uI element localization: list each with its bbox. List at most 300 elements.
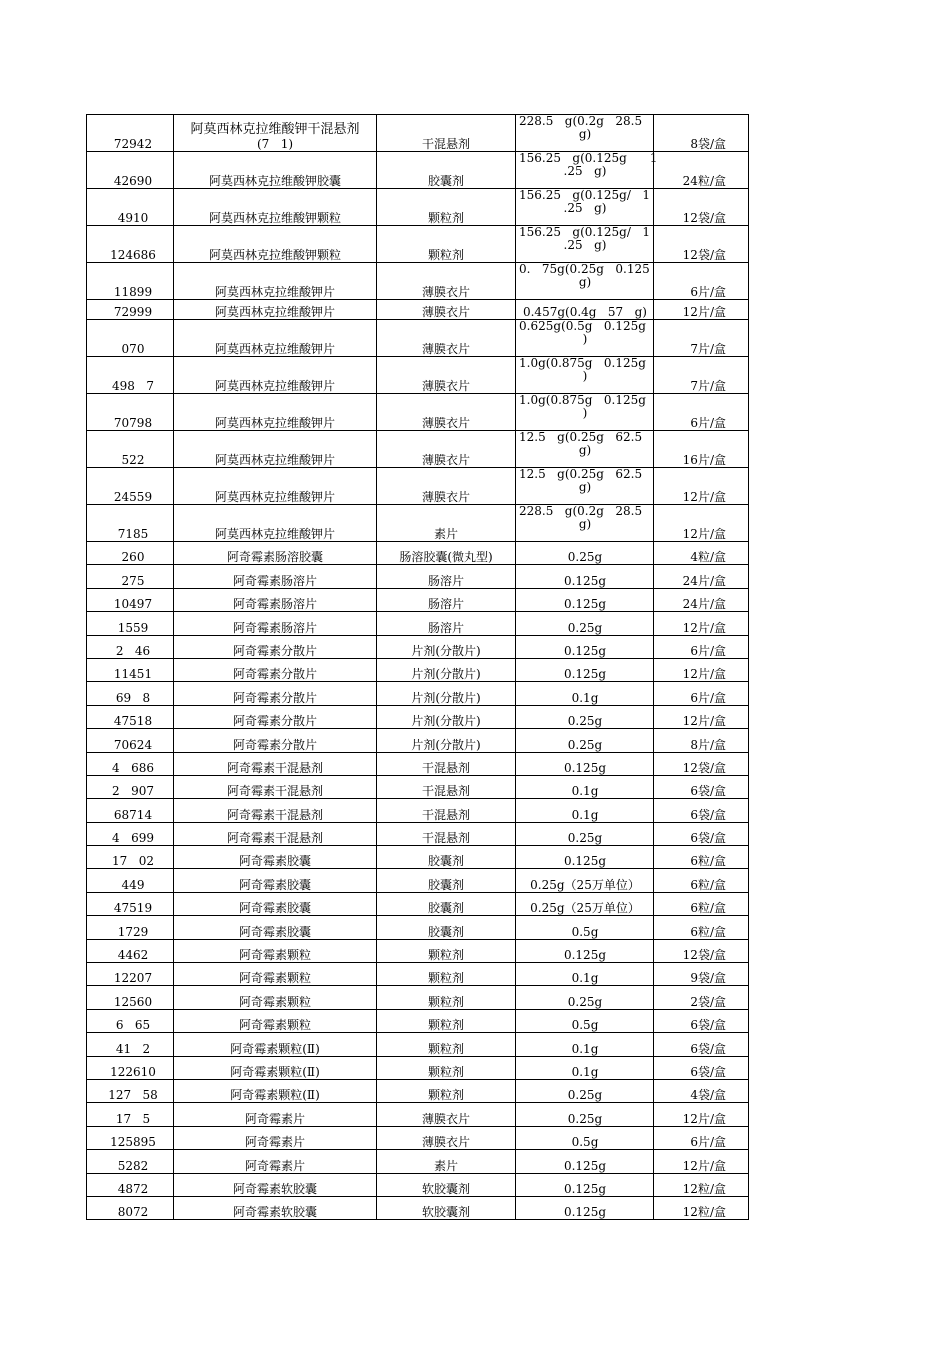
table-row bbox=[87, 394, 749, 431]
strength-cell bbox=[516, 115, 654, 152]
strength-cell bbox=[516, 635, 654, 658]
dosage-form-cell: 软胶囊剂 bbox=[377, 1196, 516, 1219]
table-row bbox=[87, 682, 749, 705]
drug-name-line: 阿奇霉素肠溶片 bbox=[232, 620, 317, 635]
table-body bbox=[87, 115, 749, 1220]
drug-name-line: 阿奇霉素颗粒 bbox=[238, 1018, 311, 1033]
package-cell: 12片/盒 bbox=[654, 300, 749, 320]
dosage-form-cell: 胶囊剂 bbox=[377, 152, 516, 189]
drug-name-line: 阿奇霉素片 bbox=[244, 1135, 305, 1150]
code-cell: 5282 bbox=[87, 1150, 174, 1173]
table-row bbox=[87, 505, 749, 542]
drug-name-cell bbox=[174, 846, 377, 869]
package-cell: 12粒/盒 bbox=[654, 1173, 749, 1196]
dosage-form-cell: 薄膜衣片 bbox=[377, 1103, 516, 1126]
code-cell: 7185 bbox=[87, 505, 174, 542]
drug-name-line: 阿奇霉素干混悬剂 bbox=[226, 807, 323, 822]
dosage-form-cell: 片剂(分散片) bbox=[377, 729, 516, 752]
drug-name-line: (7 1) bbox=[256, 137, 294, 151]
strength-cell bbox=[516, 300, 654, 320]
drug-name-cell bbox=[174, 300, 377, 320]
strength-line: 0.457g(0.4g 57 g) bbox=[522, 305, 647, 319]
drug-name-cell bbox=[174, 986, 377, 1009]
drug-name-cell bbox=[174, 612, 377, 635]
code-cell: 12207 bbox=[87, 963, 174, 986]
strength-line: 0.125g bbox=[563, 948, 607, 963]
table-row bbox=[87, 1173, 749, 1196]
code-cell: 498 7 bbox=[87, 357, 174, 394]
code-cell: 127 58 bbox=[87, 1079, 174, 1102]
package-cell: 4袋/盒 bbox=[654, 1079, 749, 1102]
package-cell: 4粒/盒 bbox=[654, 542, 749, 565]
strength-line: 0.125g bbox=[563, 643, 607, 658]
dosage-form-cell: 胶囊剂 bbox=[377, 892, 516, 915]
dosage-form-cell: 干混悬剂 bbox=[377, 775, 516, 798]
strength-line: 156.25 g(0.125g/ 1 bbox=[519, 225, 650, 239]
package-cell: 8袋/盒 bbox=[654, 115, 749, 152]
table-row bbox=[87, 939, 749, 962]
strength-line: 0.125g bbox=[563, 760, 607, 775]
dosage-form-cell: 颗粒剂 bbox=[377, 986, 516, 1009]
dosage-form-cell: 颗粒剂 bbox=[377, 1079, 516, 1102]
package-cell: 6袋/盒 bbox=[654, 1033, 749, 1056]
code-cell: 449 bbox=[87, 869, 174, 892]
package-cell: 12片/盒 bbox=[654, 658, 749, 681]
table-row bbox=[87, 588, 749, 611]
code-cell: 124686 bbox=[87, 226, 174, 263]
strength-cell bbox=[516, 431, 654, 468]
strength-line: 12.5 g(0.25g 62.5 bbox=[519, 430, 643, 444]
drug-name-cell bbox=[174, 226, 377, 263]
strength-line: 0.125g bbox=[563, 667, 607, 682]
strength-cell bbox=[516, 846, 654, 869]
drug-name-cell bbox=[174, 752, 377, 775]
drug-name-cell bbox=[174, 916, 377, 939]
table-row bbox=[87, 357, 749, 394]
drug-name-line: 阿莫西林克拉维酸钾片 bbox=[214, 416, 335, 430]
strength-line: 0.125g bbox=[563, 597, 607, 612]
drug-name-cell bbox=[174, 939, 377, 962]
package-cell: 24粒/盒 bbox=[654, 152, 749, 189]
table-row bbox=[87, 1056, 749, 1079]
drug-name-line: 阿莫西林克拉维酸钾片 bbox=[214, 490, 335, 504]
drug-name-line: 阿奇霉素颗粒 bbox=[238, 948, 311, 963]
table-row bbox=[87, 799, 749, 822]
strength-cell bbox=[516, 939, 654, 962]
code-cell: 42690 bbox=[87, 152, 174, 189]
dosage-form-cell: 薄膜衣片 bbox=[377, 431, 516, 468]
code-cell: 11899 bbox=[87, 263, 174, 300]
strength-line: 0.1g bbox=[571, 1064, 599, 1079]
drug-name-cell bbox=[174, 1033, 377, 1056]
strength-cell bbox=[516, 612, 654, 635]
drug-name-line: 阿奇霉素颗粒 bbox=[238, 971, 311, 986]
dosage-form-cell: 薄膜衣片 bbox=[377, 300, 516, 320]
strength-cell bbox=[516, 705, 654, 728]
drug-name-line: 阿奇霉素胶囊 bbox=[238, 901, 311, 916]
drug-name-line: 阿莫西林克拉维酸钾颗粒 bbox=[208, 248, 341, 262]
code-cell: 4872 bbox=[87, 1173, 174, 1196]
drug-name-cell bbox=[174, 263, 377, 300]
table-row bbox=[87, 822, 749, 845]
strength-cell bbox=[516, 320, 654, 357]
strength-cell bbox=[516, 151, 658, 189]
table-row bbox=[87, 986, 749, 1009]
drug-name-cell bbox=[174, 658, 377, 681]
code-cell: 1559 bbox=[87, 612, 174, 635]
drug-name-cell bbox=[174, 1196, 377, 1219]
table-row bbox=[87, 846, 749, 869]
strength-line: 0.25g bbox=[567, 831, 603, 846]
strength-cell bbox=[516, 986, 654, 1009]
package-cell: 12片/盒 bbox=[654, 1150, 749, 1173]
strength-line: 0.125g bbox=[563, 1205, 607, 1220]
strength-line: 0.1g bbox=[571, 971, 599, 986]
strength-line: g) bbox=[578, 517, 592, 531]
strength-line: 228.5 g(0.2g 28.5 bbox=[519, 114, 643, 128]
package-cell: 8片/盒 bbox=[654, 729, 749, 752]
drug-name-cell bbox=[174, 152, 377, 189]
strength-cell bbox=[516, 1079, 654, 1102]
drug-name-line: 阿莫西林克拉维酸钾片 bbox=[214, 285, 335, 299]
drug-name-cell bbox=[174, 431, 377, 468]
strength-line: g) bbox=[578, 275, 592, 289]
code-cell: 522 bbox=[87, 431, 174, 468]
table-row bbox=[87, 226, 749, 263]
drug-name-cell bbox=[174, 1103, 377, 1126]
code-cell: 17 02 bbox=[87, 846, 174, 869]
drug-name-line: 阿奇霉素干混悬剂 bbox=[226, 831, 323, 846]
drug-name-line: 阿莫西林克拉维酸钾片 bbox=[214, 527, 335, 541]
package-cell: 6片/盒 bbox=[654, 682, 749, 705]
table-row bbox=[87, 705, 749, 728]
table-row bbox=[87, 115, 749, 152]
package-cell: 12片/盒 bbox=[654, 468, 749, 505]
dosage-form-cell: 颗粒剂 bbox=[377, 226, 516, 263]
dosage-form-cell: 干混悬剂 bbox=[377, 799, 516, 822]
strength-cell bbox=[516, 1173, 654, 1196]
drug-name-cell bbox=[174, 775, 377, 798]
code-cell: 1729 bbox=[87, 916, 174, 939]
code-cell: 41 2 bbox=[87, 1033, 174, 1056]
strength-line: 0.125g bbox=[563, 1158, 607, 1173]
dosage-form-cell: 薄膜衣片 bbox=[377, 357, 516, 394]
strength-line: 156.25 g(0.125g 1 bbox=[519, 151, 658, 165]
strength-line: ) bbox=[582, 406, 588, 420]
code-cell: 4 699 bbox=[87, 822, 174, 845]
strength-line: .25 g) bbox=[563, 201, 607, 215]
strength-line: 0.5g bbox=[571, 1135, 599, 1150]
strength-line: ) bbox=[582, 332, 588, 346]
drug-name-cell bbox=[174, 1056, 377, 1079]
table-row bbox=[87, 1009, 749, 1032]
code-cell: 17 5 bbox=[87, 1103, 174, 1126]
package-cell: 12粒/盒 bbox=[654, 1196, 749, 1219]
dosage-form-cell: 软胶囊剂 bbox=[377, 1173, 516, 1196]
strength-line: 0.5g bbox=[571, 1018, 599, 1033]
drug-name-line: 阿奇霉素分散片 bbox=[232, 667, 317, 682]
table-row bbox=[87, 565, 749, 588]
drug-name-cell bbox=[174, 1150, 377, 1173]
strength-cell bbox=[516, 542, 654, 565]
package-cell: 6粒/盒 bbox=[654, 869, 749, 892]
code-cell: 68714 bbox=[87, 799, 174, 822]
table-row bbox=[87, 263, 749, 300]
strength-line: g) bbox=[578, 443, 592, 457]
dosage-form-cell: 颗粒剂 bbox=[377, 1056, 516, 1079]
drug-name-cell bbox=[174, 963, 377, 986]
drug-name-line: 阿奇霉素肠溶胶囊 bbox=[226, 550, 323, 565]
drug-name-line: 阿莫西林克拉维酸钾胶囊 bbox=[208, 174, 341, 188]
drug-name-cell bbox=[174, 588, 377, 611]
strength-line: 0.125g bbox=[563, 1181, 607, 1196]
drug-name-cell bbox=[174, 1009, 377, 1032]
dosage-form-cell: 薄膜衣片 bbox=[377, 320, 516, 357]
drug-name-cell bbox=[174, 542, 377, 565]
dosage-form-cell: 干混悬剂 bbox=[377, 822, 516, 845]
strength-cell bbox=[516, 468, 654, 505]
drug-name-line: 阿奇霉素胶囊 bbox=[238, 877, 311, 892]
dosage-form-cell: 颗粒剂 bbox=[377, 963, 516, 986]
package-cell: 12袋/盒 bbox=[654, 226, 749, 263]
package-cell: 6片/盒 bbox=[654, 1126, 749, 1149]
drug-name-cell bbox=[174, 1079, 377, 1102]
drug-spec-table bbox=[86, 114, 749, 1220]
dosage-form-cell: 胶囊剂 bbox=[377, 916, 516, 939]
dosage-form-cell: 片剂(分散片) bbox=[377, 635, 516, 658]
package-cell: 16片/盒 bbox=[654, 431, 749, 468]
strength-cell bbox=[516, 822, 654, 845]
table-row bbox=[87, 612, 749, 635]
drug-name-cell bbox=[174, 189, 377, 226]
strength-cell bbox=[516, 394, 654, 431]
dosage-form-cell: 素片 bbox=[377, 1150, 516, 1173]
strength-cell bbox=[516, 588, 654, 611]
table-row bbox=[87, 635, 749, 658]
drug-name-line: 阿莫西林克拉维酸钾片 bbox=[214, 379, 335, 393]
drug-name-line: 阿奇霉素干混悬剂 bbox=[226, 760, 323, 775]
drug-name-cell bbox=[174, 892, 377, 915]
table-row bbox=[87, 1150, 749, 1173]
package-cell: 12袋/盒 bbox=[654, 752, 749, 775]
strength-line: 0.25g bbox=[567, 714, 603, 729]
strength-line: 0.1g bbox=[571, 1041, 599, 1056]
strength-cell bbox=[516, 1056, 654, 1079]
package-cell: 7片/盒 bbox=[654, 320, 749, 357]
drug-name-cell bbox=[174, 468, 377, 505]
strength-cell bbox=[516, 1196, 654, 1219]
drug-name-cell bbox=[174, 565, 377, 588]
package-cell: 6袋/盒 bbox=[654, 775, 749, 798]
code-cell: 69 8 bbox=[87, 682, 174, 705]
strength-cell bbox=[516, 752, 654, 775]
drug-name-cell bbox=[174, 822, 377, 845]
strength-cell bbox=[516, 869, 654, 892]
package-cell: 6片/盒 bbox=[654, 394, 749, 431]
table-row bbox=[87, 892, 749, 915]
strength-line: 0.25g bbox=[567, 994, 603, 1009]
dosage-form-cell: 片剂(分散片) bbox=[377, 705, 516, 728]
dosage-form-cell: 干混悬剂 bbox=[377, 115, 516, 152]
strength-line: 0.25g bbox=[567, 737, 603, 752]
strength-line: 1.0g(0.875g 0.125g bbox=[519, 356, 646, 370]
package-cell: 12片/盒 bbox=[654, 612, 749, 635]
dosage-form-cell: 颗粒剂 bbox=[377, 189, 516, 226]
package-cell: 12片/盒 bbox=[654, 705, 749, 728]
code-cell: 260 bbox=[87, 542, 174, 565]
table-row bbox=[87, 916, 749, 939]
drug-name-line: 阿奇霉素肠溶片 bbox=[232, 573, 317, 588]
drug-name-cell bbox=[174, 1126, 377, 1149]
package-cell: 7片/盒 bbox=[654, 357, 749, 394]
drug-name-line: 阿莫西林克拉维酸钾片 bbox=[214, 342, 335, 356]
dosage-form-cell: 薄膜衣片 bbox=[377, 468, 516, 505]
strength-line: .25 g) bbox=[563, 164, 607, 178]
code-cell: 6 65 bbox=[87, 1009, 174, 1032]
drug-name-line: 阿莫西林克拉维酸钾颗粒 bbox=[208, 211, 341, 225]
strength-cell bbox=[516, 1150, 654, 1173]
package-cell: 6粒/盒 bbox=[654, 916, 749, 939]
dosage-form-cell: 胶囊剂 bbox=[377, 869, 516, 892]
strength-cell bbox=[516, 189, 654, 226]
code-cell: 70624 bbox=[87, 729, 174, 752]
code-cell: 12560 bbox=[87, 986, 174, 1009]
drug-name-cell bbox=[174, 799, 377, 822]
dosage-form-cell: 肠溶片 bbox=[377, 588, 516, 611]
table-row bbox=[87, 729, 749, 752]
strength-cell bbox=[516, 682, 654, 705]
drug-name-line: 阿奇霉素胶囊 bbox=[238, 854, 311, 869]
strength-line: 228.5 g(0.2g 28.5 bbox=[519, 504, 643, 518]
drug-name-line: 阿莫西林克拉维酸钾片 bbox=[214, 305, 335, 319]
dosage-form-cell: 胶囊剂 bbox=[377, 846, 516, 869]
table-row bbox=[87, 300, 749, 320]
drug-name-cell bbox=[174, 729, 377, 752]
code-cell: 47519 bbox=[87, 892, 174, 915]
strength-cell bbox=[516, 226, 654, 263]
strength-line: 0.25g bbox=[567, 1111, 603, 1126]
drug-name-line: 阿奇霉素软胶囊 bbox=[232, 1181, 317, 1196]
dosage-form-cell: 肠溶片 bbox=[377, 612, 516, 635]
dosage-form-cell: 干混悬剂 bbox=[377, 752, 516, 775]
drug-name-cell bbox=[174, 115, 377, 152]
strength-line: 156.25 g(0.125g/ 1 bbox=[519, 188, 650, 202]
drug-name-line: 阿奇霉素分散片 bbox=[232, 714, 317, 729]
table-row bbox=[87, 468, 749, 505]
drug-name-line: 阿奇霉素胶囊 bbox=[238, 924, 311, 939]
strength-cell bbox=[516, 263, 654, 300]
dosage-form-cell: 薄膜衣片 bbox=[377, 394, 516, 431]
drug-name-line: 阿奇霉素分散片 bbox=[232, 643, 317, 658]
code-cell: 4910 bbox=[87, 189, 174, 226]
drug-name-line: 阿奇霉素颗粒(Ⅱ) bbox=[230, 1064, 320, 1079]
strength-cell bbox=[516, 775, 654, 798]
drug-name-cell bbox=[174, 705, 377, 728]
strength-cell bbox=[516, 1103, 654, 1126]
strength-line: ) bbox=[582, 369, 588, 383]
table-row bbox=[87, 869, 749, 892]
strength-cell bbox=[516, 729, 654, 752]
package-cell: 12片/盒 bbox=[654, 1103, 749, 1126]
table-row bbox=[87, 189, 749, 226]
drug-name-cell bbox=[174, 394, 377, 431]
table-row bbox=[87, 320, 749, 357]
package-cell: 24片/盒 bbox=[654, 565, 749, 588]
table-row bbox=[87, 658, 749, 681]
package-cell: 6袋/盒 bbox=[654, 1009, 749, 1032]
code-cell: 8072 bbox=[87, 1196, 174, 1219]
package-cell: 6粒/盒 bbox=[654, 892, 749, 915]
package-cell: 6袋/盒 bbox=[654, 799, 749, 822]
drug-name-line: 阿奇霉素肠溶片 bbox=[232, 597, 317, 612]
package-cell: 6粒/盒 bbox=[654, 846, 749, 869]
strength-cell bbox=[516, 1126, 654, 1149]
code-cell: 10497 bbox=[87, 588, 174, 611]
strength-line: g) bbox=[578, 127, 592, 141]
strength-line: 0.25g（25万单位） bbox=[530, 877, 640, 892]
drug-name-cell bbox=[174, 1173, 377, 1196]
strength-line: 0.5g bbox=[571, 924, 599, 939]
dosage-form-cell: 肠溶片 bbox=[377, 565, 516, 588]
strength-line: 0.25g bbox=[567, 1088, 603, 1103]
strength-cell bbox=[516, 963, 654, 986]
dosage-form-cell: 颗粒剂 bbox=[377, 939, 516, 962]
code-cell: 72999 bbox=[87, 300, 174, 320]
package-cell: 6袋/盒 bbox=[654, 1056, 749, 1079]
strength-line: 12.5 g(0.25g 62.5 bbox=[519, 467, 643, 481]
drug-name-line: 阿奇霉素干混悬剂 bbox=[226, 784, 323, 799]
strength-line: 0.25g bbox=[567, 550, 603, 565]
table-row bbox=[87, 1103, 749, 1126]
strength-line: 0.25g bbox=[567, 620, 603, 635]
strength-cell bbox=[516, 892, 654, 915]
dosage-form-cell: 片剂(分散片) bbox=[377, 658, 516, 681]
package-cell: 6袋/盒 bbox=[654, 822, 749, 845]
strength-line: 0.1g bbox=[571, 784, 599, 799]
strength-line: 0.125g bbox=[563, 854, 607, 869]
table-row bbox=[87, 775, 749, 798]
dosage-form-cell: 肠溶胶囊(微丸型) bbox=[377, 542, 516, 565]
strength-cell bbox=[516, 505, 654, 542]
drug-name-cell bbox=[174, 635, 377, 658]
table-row bbox=[87, 1079, 749, 1102]
drug-name-line: 阿奇霉素软胶囊 bbox=[232, 1205, 317, 1220]
strength-cell bbox=[516, 1033, 654, 1056]
dosage-form-cell: 素片 bbox=[377, 505, 516, 542]
drug-name-line: 阿奇霉素片 bbox=[244, 1111, 305, 1126]
strength-line: .25 g) bbox=[563, 238, 607, 252]
strength-line: 0.25g（25万单位） bbox=[530, 901, 640, 916]
drug-name-line: 阿奇霉素颗粒(Ⅱ) bbox=[230, 1088, 320, 1103]
package-cell: 12袋/盒 bbox=[654, 939, 749, 962]
dosage-form-cell: 薄膜衣片 bbox=[377, 1126, 516, 1149]
drug-name-line: 阿奇霉素片 bbox=[244, 1158, 305, 1173]
strength-cell bbox=[516, 799, 654, 822]
drug-name-cell bbox=[174, 320, 377, 357]
drug-name-line: 阿奇霉素分散片 bbox=[232, 737, 317, 752]
code-cell: 4462 bbox=[87, 939, 174, 962]
package-cell: 2袋/盒 bbox=[654, 986, 749, 1009]
table-row bbox=[87, 542, 749, 565]
package-cell: 12袋/盒 bbox=[654, 189, 749, 226]
package-cell: 6片/盒 bbox=[654, 263, 749, 300]
code-cell: 4 686 bbox=[87, 752, 174, 775]
code-cell: 2 907 bbox=[87, 775, 174, 798]
table-row bbox=[87, 1126, 749, 1149]
table-row bbox=[87, 752, 749, 775]
package-cell: 24片/盒 bbox=[654, 588, 749, 611]
strength-cell bbox=[516, 565, 654, 588]
